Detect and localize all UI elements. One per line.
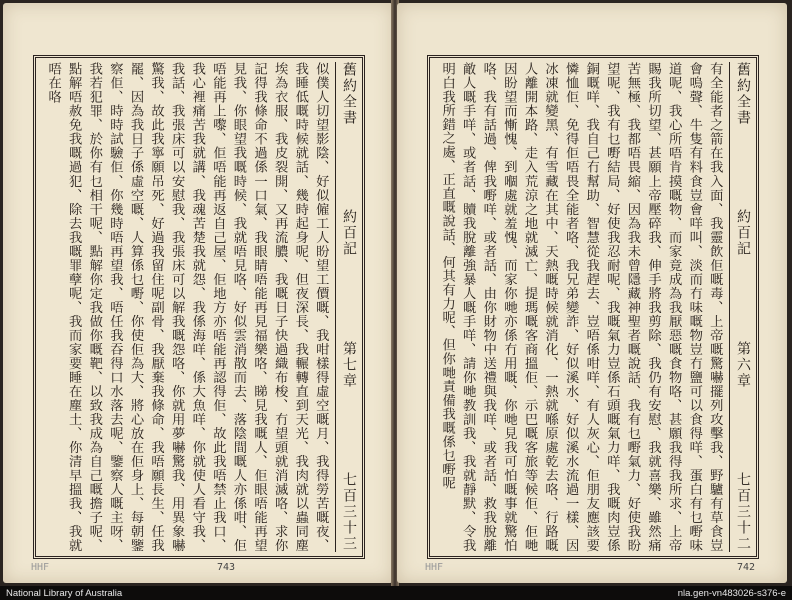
left-page-text: 似僕人切望影陰、好似僱工人盼望工價嘅、我咁樣得虛空嘅月、我得勞苦嘅夜、我睡低嘅時候就話、幾時起身呢、但夜深長、我輾轉直到天光、我肉就以蟲同塵埃為衣服、我皮裂開、又再流膿、我嘅日子快過織布梭、冇望頭就消滅咯、求你記得我條命不過係一口氣、我眼睛唔能再見福樂咯、睇見我嘅人、佢眼唔能再望見我、你眼望我嘅時候、我就唔見咯、好似雲消散而去、落陰間嘅人亦係咁、佢唔能再上嚟、佢唔能再返自己屋、佢地方亦唔能再認得佢、故此我唔禁止我口、我心裡痛苦我就講、我魂苦楚我就怨、我係海咩、係大魚咩、你就使人看守我、我話、我張床可以安慰我、我張床可以解我嘅怨咯、你就用夢嚇驚我、用異象嚇驚我、故此我寧願吊死、好過我留住呢副骨、我厭棄我條命、我唔願長生、任我罷、因為我日子係虛空嘅、人算係乜嘢、你使佢為大、將心放在佢身上、每朝鑒察佢、時時試驗佢、你幾時唔再望我、唔任我吞得口水落去呢、鑒察人嘅主呀、我若犯罪、於你有乜相干呢、點解你定我做你嘅靶、以致我成為自己嘅擔子呢、點解唔赦免我嘅過犯、除去我嘅罪孽呢、我而家要睡在塵土、你清早搵我、我就唔在咯	[45, 62, 329, 552]
footer-institution: National Library of Australia	[6, 587, 123, 599]
right-margin-column	[729, 62, 756, 552]
right-body-text	[436, 62, 726, 552]
left-margin-folio: 七百三十三	[341, 471, 357, 552]
left-margin-title: 舊約全書	[341, 62, 357, 126]
right-margin-chapter: 第六章	[735, 340, 751, 389]
right-page	[397, 3, 787, 583]
left-margin-book: 約百記	[341, 209, 357, 258]
left-margin-column	[335, 62, 362, 552]
left-body-text	[42, 62, 332, 552]
left-stamp: HHF	[31, 562, 50, 573]
right-body-area	[436, 62, 726, 552]
left-page-number: 743	[217, 562, 236, 573]
right-text-frame	[427, 55, 759, 559]
footer-bar	[0, 586, 792, 600]
left-margin-chapter: 第七章	[341, 340, 357, 389]
left-page	[3, 3, 393, 583]
footer-call-number: nla.gen-vn483026-s376-e	[677, 587, 786, 599]
right-margin-folio: 七百三十二	[735, 471, 751, 552]
right-margin-title: 舊約全書	[735, 62, 751, 126]
right-page-number: 742	[737, 562, 756, 573]
right-page-text: 有全能者之箭在我入面、我靈飲佢嘅毒、上帝嘅驚嚇擺列攻擊我、野驢有草食豈會嗚聲、牛隻有料食豈會咩叫、淡而冇味嘅物豈冇鹽可以食得咩、蛋白有乜嘢味道呢、我心所唔肯摸嘅物、而家竟成為我厭惡嘅食物咯、甚願我得我所求、上帝賜我所切望、甚願上帝壓碎我、伸手將我剪除、我仍有安慰、我就喜樂、雖然痛苦無極、我都唔畏縮、因為我未曾隱藏神聖者嘅說話、我有乜嘢氣力、好使我盼望呢、我有乜嘢結局、好使我忍耐呢、我嘅氣力豈係石頭嘅氣力咩、我嘅肉豈係銅嘅咩、我自己冇幫助、智慧從我趕去、豈唔係咁咩、有人灰心、佢朋友應該要憐恤佢、免得佢唔畏全能者咯、我兄弟變詐、好似溪水、好似溪水流過一樣、因冰凍就變黑、有雪藏在其中、天熱嘅時候就消化、一熱就喺原處乾去咯、行路嘅人離開本路、走入荒涼之地就滅亡、提瑪嘅客商搵佢、示巴嘅客旅等候佢、佢哋因盼望而慚愧、到嗰處就羞愧、而家你哋亦係冇用嘅、你哋見我可怕嘅事就驚怕咯、我有話過、俾我嘢咩、或者話、由你財物中送禮與我咩、或者話、救我脫離敵人嘅手咩、或者話、贖我脫離強暴人嘅手咩、請你哋教訓我、我就靜默、令我明白我所錯之處、正直嘅說話、何其有力呢、但你哋責備我嘅係乜嘢呢	[439, 62, 723, 552]
right-margin-book: 約百記	[735, 209, 751, 258]
right-stamp: HHF	[425, 562, 444, 573]
left-body-area	[42, 62, 332, 552]
left-text-frame	[33, 55, 365, 559]
